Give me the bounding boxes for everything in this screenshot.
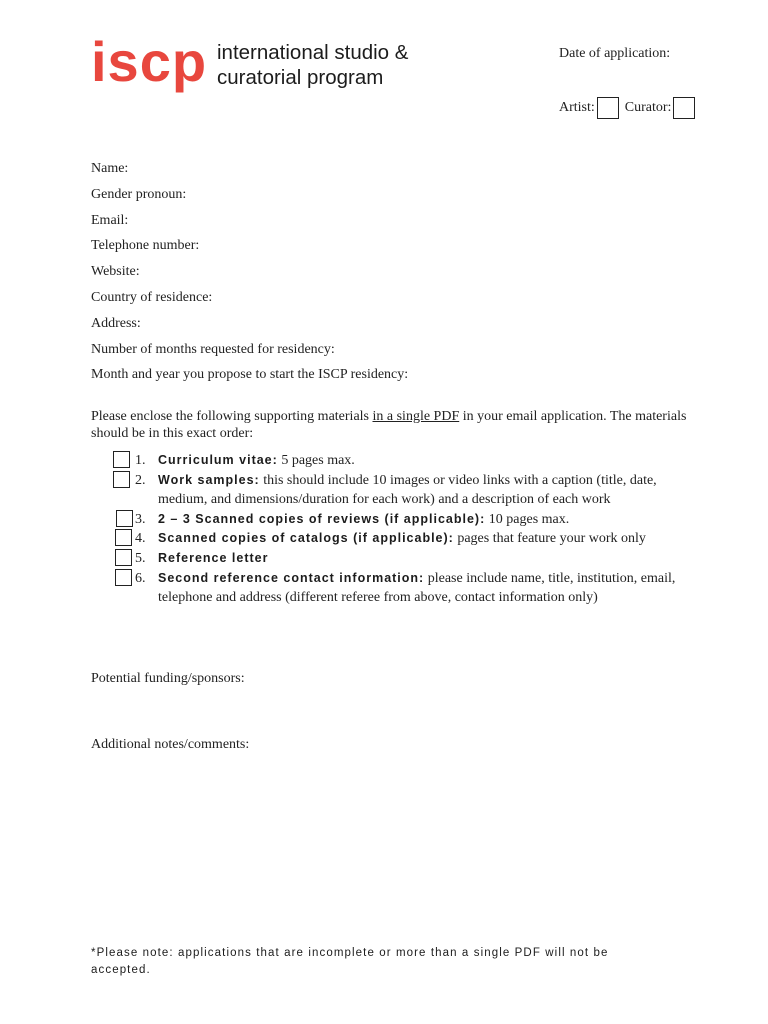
field-country: Country of residence: (91, 289, 213, 305)
material-item (110, 510, 690, 530)
date-of-application-label: Date of application: (559, 46, 671, 61)
material-title: Curriculum vitae: (158, 453, 278, 467)
field-gender-pronoun: Gender pronoun: (91, 186, 187, 202)
materials-list (110, 451, 690, 608)
field-address: Address: (91, 315, 141, 331)
material-checkbox[interactable] (116, 510, 133, 527)
material-text: 5 pages max. (277, 453, 355, 468)
artist-checkbox[interactable] (597, 97, 619, 119)
material-title: Second reference contact information: (158, 570, 425, 585)
material-number: 6. (135, 570, 146, 586)
field-name: Name: (91, 161, 129, 176)
material-number: 1. (135, 453, 146, 468)
logo-mark: iscp (91, 30, 208, 93)
material-item (110, 549, 690, 569)
applicant-fields (91, 160, 408, 392)
material-title: Reference letter (158, 550, 269, 565)
field-website: Website: (91, 264, 140, 280)
logo-text (217, 40, 408, 90)
material-item (110, 471, 690, 510)
material-text: pages that feature your work only (453, 531, 646, 547)
material-number: 3. (135, 511, 146, 527)
role-selector (559, 97, 701, 119)
artist-label: Artist: (559, 100, 595, 115)
enclose-text-before: Please enclose the following supporting materials (91, 409, 373, 424)
field-start-date: Month and year you propose to start the ISCP residency: (91, 367, 409, 383)
material-checkbox[interactable] (113, 451, 130, 468)
enclose-underlined: in a single PDF (372, 409, 460, 424)
material-title: Work samples: (158, 472, 260, 487)
material-checkbox[interactable] (113, 471, 130, 488)
field-telephone: Telephone number: (91, 238, 200, 254)
material-number: 2. (135, 472, 146, 488)
material-text: 10 pages max. (485, 511, 570, 527)
material-number: 5. (135, 550, 146, 566)
funding-label: Potential funding/sponsors: (91, 671, 245, 686)
material-text: this should include 10 images or video links with a caption (title, date, medium, and dimensions/duration for each work) and a description of each work (158, 472, 657, 508)
enclose-text-after: in your email application. The materials should be in this exact order: (91, 409, 687, 441)
material-title: 2 – 3 Scanned copies of reviews (if applicable): (158, 511, 486, 526)
enclose-instructions (91, 408, 691, 442)
material-number: 4. (135, 531, 146, 547)
material-text: please include name, title, institution, email, telephone and address (different referee from above, contact information only) (158, 570, 676, 606)
material-checkbox[interactable] (115, 549, 132, 566)
material-item (110, 569, 690, 608)
logo-line-2: curatorial program (217, 66, 384, 89)
material-item (110, 529, 690, 549)
logo-line-1: international studio & (217, 41, 409, 64)
material-item (110, 451, 690, 471)
footnote: *Please note: applications that are incomplete or more than a single PDF will not be accepted. (91, 947, 609, 976)
material-checkbox[interactable] (115, 529, 132, 546)
curator-label: Curator: (624, 100, 672, 115)
field-email: Email: (91, 212, 129, 228)
curator-checkbox[interactable] (673, 97, 695, 119)
field-months-requested: Number of months requested for residency: (91, 341, 335, 357)
material-title: Scanned copies of catalogs (if applicable): (158, 531, 454, 546)
notes-label: Additional notes/comments: (91, 737, 250, 752)
material-checkbox[interactable] (115, 569, 132, 586)
